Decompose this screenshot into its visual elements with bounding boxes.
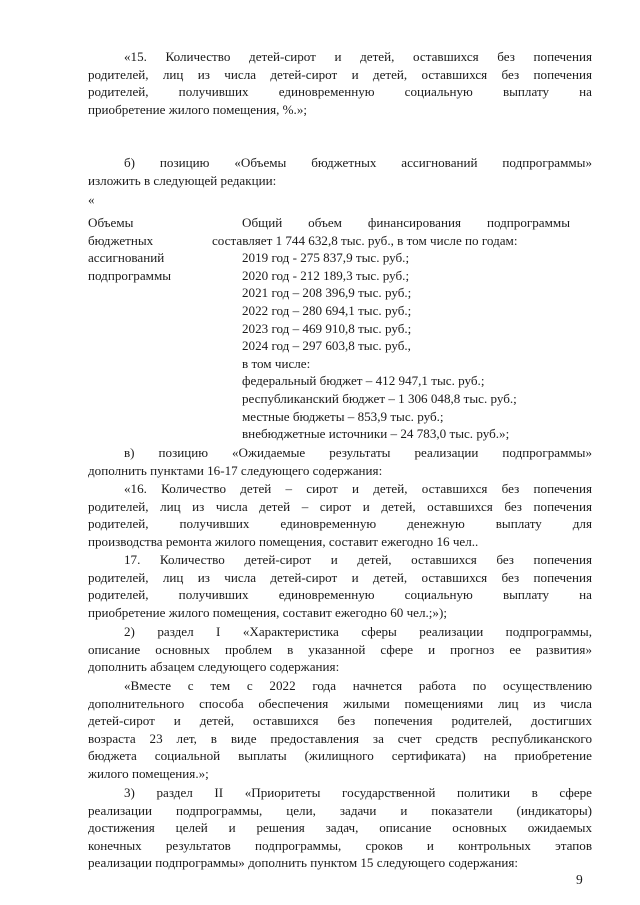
label-line: подпрограммы: [88, 267, 172, 283]
text-line: родителей, получивших единовременную социальную выплату на: [88, 587, 592, 603]
text-line: конечных результатов подпрограммы, сроков и контрольных этапов: [88, 837, 592, 853]
value-line: в том числе:: [242, 355, 311, 371]
text-line: б) позицию «Объемы бюджетных ассигнований подпрограммы»: [124, 155, 592, 170]
label-line: Объемы: [88, 215, 134, 230]
text-line: реализации подпрограммы, цели, задачи и показатели (индикаторы): [88, 802, 592, 818]
text-line: родителей, получивших единовременную социальную выплату на: [88, 84, 592, 100]
text-line: родителей, получивших единовременную денежную выплату для: [88, 516, 592, 532]
text-line: производства ремонта жилого помещения, составит ежегодно 16 чел..: [88, 533, 479, 549]
text-line: приобретение жилого помещения, составит ежегодно 60 чел.;»);: [88, 604, 447, 620]
budget-table-value: [212, 214, 570, 443]
text-line: описание основных проблем в указанной сфере и прогноз ее развития»: [88, 641, 592, 657]
text-line: «Вместе с тем с 2022 года начнется работа по осуществлению: [124, 678, 592, 693]
text-line: возраста 23 лет, в виде предоставления за счет средств республиканского: [88, 730, 592, 746]
value-line: 2022 год – 280 694,1 тыс. руб.;: [242, 302, 412, 318]
value-line: местные бюджеты – 853,9 тыс. руб.;: [242, 408, 444, 424]
text-line: бюджета социальной выплаты (жилищного сертификата) на приобретение: [88, 748, 592, 764]
text-line: 2) раздел I «Характеристика сферы реализации подпрограммы,: [124, 624, 592, 639]
budget-table-label: [88, 214, 198, 284]
value-line: 2020 год - 212 189,3 тыс. руб.;: [242, 267, 410, 283]
label-line: бюджетных: [88, 232, 154, 248]
text-line: реализации подпрограммы» дополнить пунктом 15 следующего содержания:: [88, 855, 519, 871]
label-line: ассигнований: [88, 250, 165, 266]
text-line: «15. Количество детей-сирот и детей, оставшихся без попечения: [124, 49, 592, 64]
text-line: 17. Количество детей-сирот и детей, оставшихся без попечения: [124, 552, 592, 567]
text-line: «16. Количество детей – сирот и детей, оставшихся без попечения: [124, 481, 592, 496]
text-line: 3) раздел II «Приоритеты государственной политики в сфере: [124, 785, 592, 800]
text-line: родителей, лиц из числа детей-сирот и детей, оставшихся без попечения: [88, 569, 592, 585]
value-line: 2019 год - 275 837,9 тыс. руб.;: [242, 250, 410, 266]
text-line: дополнительного способа обеспечения жилыми помещениями лиц из числа: [88, 695, 592, 711]
value-line: Общий объем финансирования подпрограммы: [242, 215, 570, 230]
value-line: 2021 год – 208 396,9 тыс. руб.;: [242, 285, 412, 301]
text-line: жилого помещения.»;: [88, 766, 209, 781]
text-line: достижения целей и решения задач, описание основных ожидаемых: [88, 820, 592, 836]
text-line: дополнить пунктами 16-17 следующего содержания:: [88, 462, 383, 478]
text-line: в) позицию «Ожидаемые результаты реализации подпрограммы»: [124, 445, 592, 460]
value-line: федеральный бюджет – 412 947,1 тыс. руб.;: [242, 373, 485, 389]
value-line: республиканский бюджет – 1 306 048,8 тыс. руб.;: [242, 390, 517, 406]
text-line: детей-сирот и детей, оставшихся без попечения родителей, достигших: [88, 713, 592, 729]
value-line: 2023 год – 469 910,8 тыс. руб.;: [242, 320, 412, 336]
value-line: внебюджетные источники – 24 783,0 тыс. руб.»;: [242, 426, 510, 442]
page-number: 9: [576, 872, 583, 887]
value-line: составляет 1 744 632,8 тыс. руб., в том числе по годам:: [212, 232, 518, 248]
text-line: изложить в следующей редакции:: [88, 172, 277, 188]
text-line: приобретение жилого помещения, %.»;: [88, 101, 308, 117]
text-line: родителей, лиц из числа детей – сирот и детей, оставшихся без попечения: [88, 498, 592, 514]
quote-mark: «: [88, 192, 95, 207]
text-line: дополнить абзацем следующего содержания:: [88, 659, 340, 675]
text-line: родителей, лиц из числа детей-сирот и детей, оставшихся без попечения: [88, 66, 592, 82]
value-line: 2024 год – 297 603,8 тыс. руб.,: [242, 338, 411, 354]
